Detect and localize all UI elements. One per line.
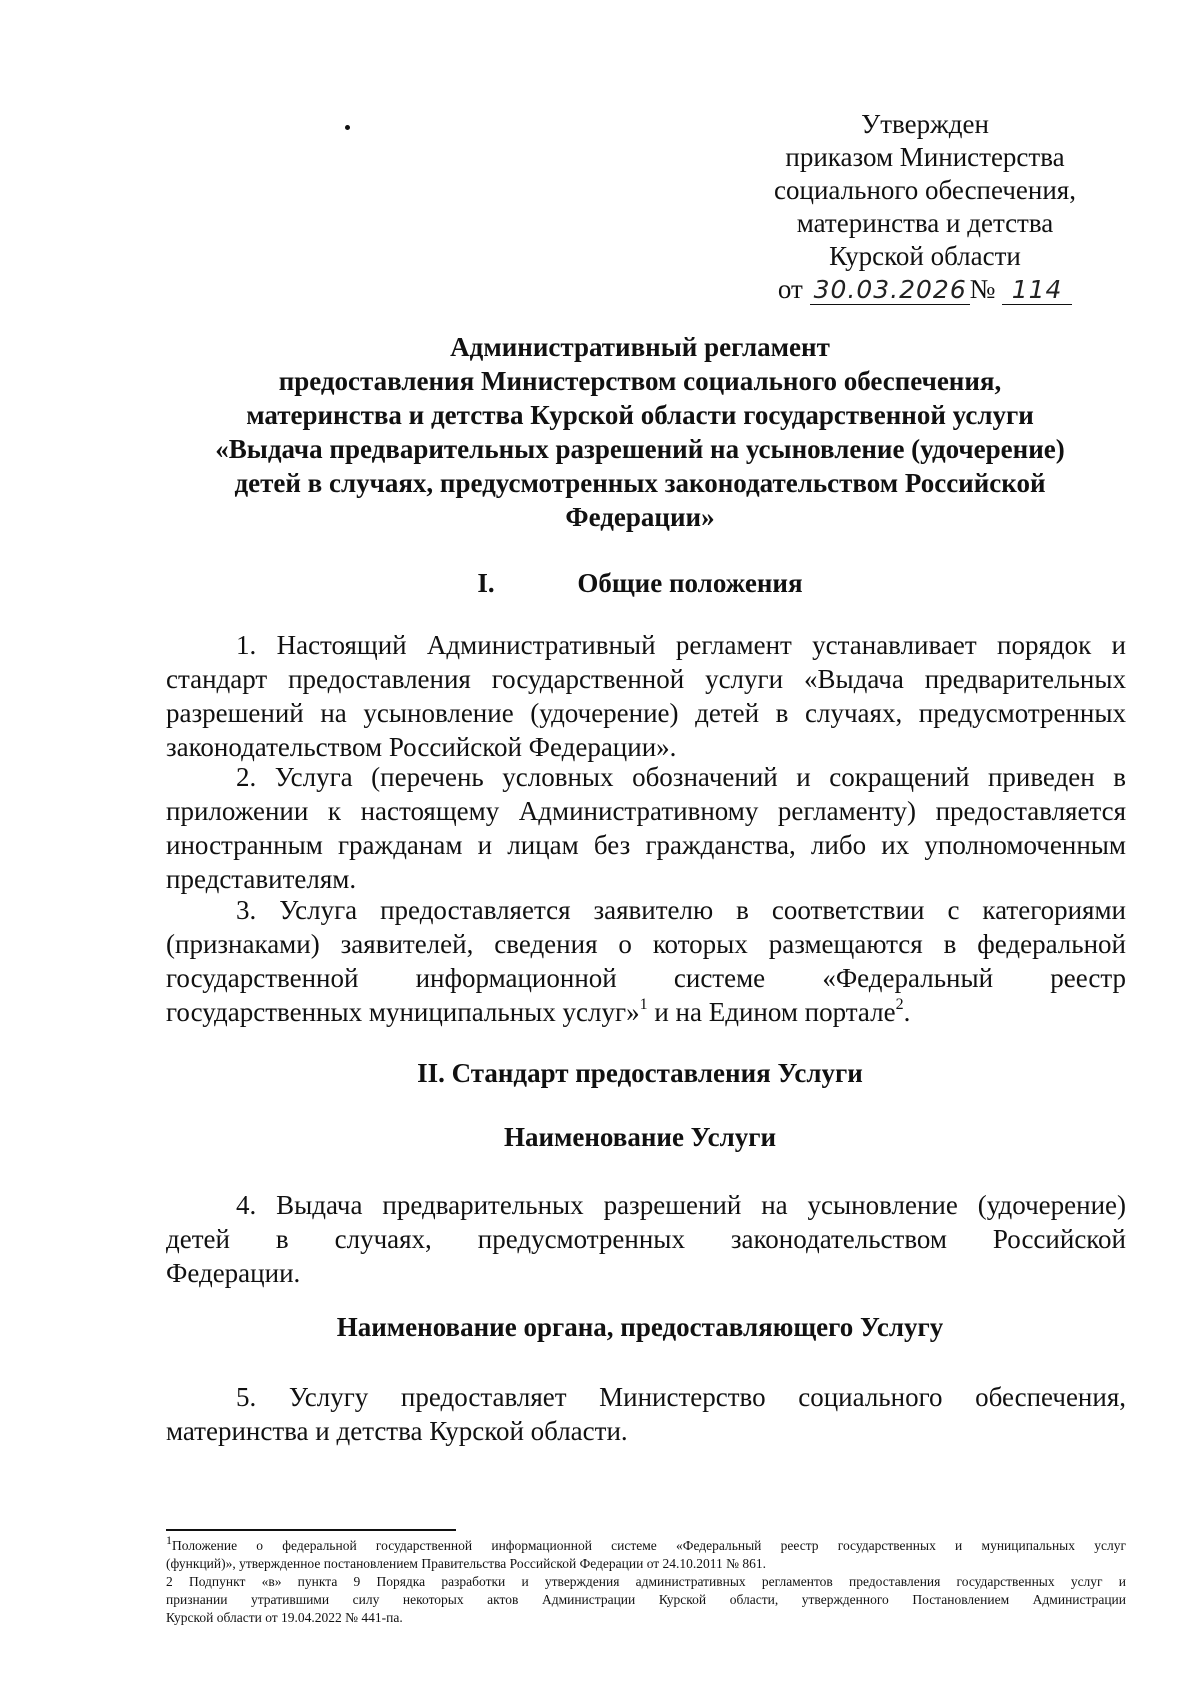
paragraph-line: 3. Услуга предоставляется заявителю в соответствии с категориями xyxy=(236,895,1126,925)
paragraph-4 xyxy=(166,1188,1126,1290)
paragraph-text: государственных муниципальных услуг» xyxy=(166,997,640,1027)
section-1-heading xyxy=(160,566,1120,600)
footnote-divider xyxy=(166,1529,456,1531)
approval-line: приказом Министерства xyxy=(785,142,1065,172)
paragraph-line: законодательством Российской Федерации». xyxy=(166,732,677,762)
paragraph-line: материнства и детства Курской области. xyxy=(166,1416,628,1446)
title-line: предоставления Министерством социального обеспечения, xyxy=(278,366,1002,396)
footnote-1-mark: 1 xyxy=(166,1533,172,1547)
title-line: материнства и детства Курской области государственной услуги xyxy=(246,400,1034,430)
footnote-text: Положение о федеральной государственной информационной системе «Федеральный реестр государственных и муниципальных услуг xyxy=(172,1538,1126,1553)
footnote-2-line: признании утратившими силу некоторых актов Администрации Курской области, утвержденного Постановлением Администрации xyxy=(166,1592,1126,1607)
section-1-title: Общие положения xyxy=(577,568,803,598)
document-title xyxy=(140,330,1140,534)
title-line: Федерации» xyxy=(565,502,715,532)
title-line: «Выдача предварительных разрешений на усыновление (удочерение) xyxy=(215,434,1065,464)
footnotes xyxy=(166,1533,1126,1627)
subheading-organ: Наименование органа, предоставляющего Услугу xyxy=(336,1312,944,1342)
paragraph-line: 4. Выдача предварительных разрешений на усыновление (удочерение) xyxy=(236,1190,1126,1220)
paragraph-line: Федерации. xyxy=(166,1258,301,1288)
paragraph-2 xyxy=(166,760,1126,896)
scan-dot-mark xyxy=(345,125,350,130)
footnote-ref-1[interactable]: 1 xyxy=(639,996,648,1013)
number-prefix: № xyxy=(969,274,996,304)
paragraph-line: разрешений на усыновление (удочерение) детей в случаях, предусмотренных xyxy=(166,698,1126,728)
approval-line: материнства и детства xyxy=(796,208,1054,238)
paragraph-line: 2. Услуга (перечень условных обозначений и сокращений приведен в xyxy=(236,762,1126,792)
paragraph-line: стандарт предоставления государственной услуги «Выдача предварительных xyxy=(166,664,1126,694)
approval-line: социального обеспечения, xyxy=(774,175,1076,205)
paragraph-line: приложении к настоящему Административному регламенту) предоставляется xyxy=(166,796,1126,826)
date-prefix: от xyxy=(777,274,803,304)
footnote-ref-2[interactable]: 2 xyxy=(895,996,904,1013)
paragraph-line: представителям. xyxy=(166,864,357,894)
footnote-2-line: Курской области от 19.04.2022 № 441-па. xyxy=(166,1610,403,1625)
paragraph-1 xyxy=(166,628,1126,764)
paragraph-3 xyxy=(166,893,1126,1029)
footnote-1-line: (функций)», утвержденное постановлением Правительства Российской Федерации от 24.10.2011 № 861. xyxy=(166,1556,767,1571)
paragraph-text: и на Едином портале xyxy=(647,997,896,1027)
paragraph-line: 1. Настоящий Административный регламент устанавливает порядок и xyxy=(236,630,1126,660)
section-1-numeral: I. xyxy=(477,568,495,598)
approval-line: Утвержден xyxy=(861,109,989,139)
subheading-service-name: Наименование Услуги xyxy=(503,1122,777,1152)
paragraph-5 xyxy=(166,1380,1126,1448)
footnote-2-line: 2 Подпункт «в» пункта 9 Порядка разработки и утверждения административных регламентов предоставления государственных услуг и xyxy=(166,1574,1126,1589)
handwritten-date: 30.03.2026 xyxy=(810,276,970,305)
section-2-heading: II. Стандарт предоставления Услуги xyxy=(417,1058,863,1088)
paragraph-text: . xyxy=(903,997,911,1027)
approval-block xyxy=(760,108,1090,306)
handwritten-number: 114 xyxy=(1002,276,1072,305)
approval-line: Курской области xyxy=(829,241,1021,271)
paragraph-line: 5. Услугу предоставляет Министерство социального обеспечения, xyxy=(236,1382,1126,1412)
paragraph-line: иностранным гражданам и лицам без гражданства, либо их уполномоченным xyxy=(166,830,1126,860)
title-line: Административный регламент xyxy=(450,332,830,362)
title-line: детей в случаях, предусмотренных законодательством Российской xyxy=(234,468,1046,498)
paragraph-line: (признаками) заявителей, сведения о которых размещаются в федеральной xyxy=(166,929,1126,959)
paragraph-line: государственной информационной системе «Федеральный реестр xyxy=(166,963,1126,993)
approval-date-line xyxy=(760,273,1090,306)
paragraph-line xyxy=(166,995,1126,1029)
paragraph-line: детей в случаях, предусмотренных законодательством Российской xyxy=(166,1224,1126,1254)
footnote-1-line xyxy=(166,1533,1126,1555)
